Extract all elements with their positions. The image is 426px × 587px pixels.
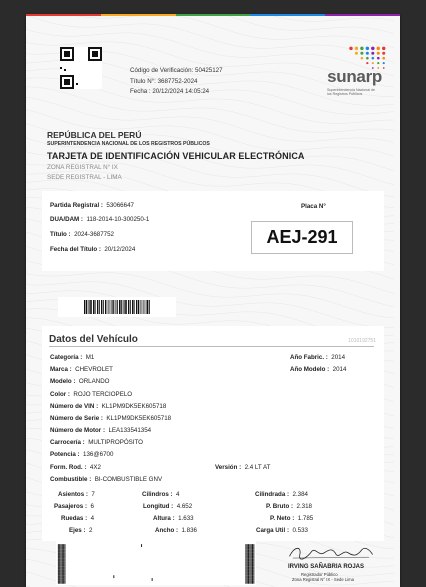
longitud-value: 4.652	[176, 503, 193, 510]
titulo-value: 2024-3687752	[74, 231, 114, 238]
top-bar-segment	[101, 14, 176, 16]
titulo-row	[50, 231, 114, 238]
ancho-value: 1.836	[181, 527, 197, 534]
top-bar-segment	[250, 14, 325, 16]
cilindros-value: 4	[176, 491, 180, 498]
verification-code: Código de Verificación: 50425127	[130, 67, 223, 74]
vin-label: Número de VIN :	[50, 403, 99, 410]
verification-fecha: Fecha : 20/12/2024 14:05:24	[130, 88, 210, 95]
top-bar-segment	[325, 14, 400, 16]
cilindrada-label: Cilindrada :	[255, 491, 290, 498]
anio-mod-value: 2014	[332, 366, 347, 373]
pneto-value: 1.785	[297, 515, 314, 522]
fecha-value: 20/12/2024	[104, 246, 136, 253]
motor-value: LEA133541354	[108, 427, 152, 434]
partida-value: 53066647	[106, 202, 134, 209]
longitud-label: Longitud :	[143, 503, 174, 510]
pneto-label: P. Neto :	[270, 515, 295, 522]
ruedas-label: Ruedas :	[61, 515, 88, 522]
categoria-value: M1	[85, 354, 95, 361]
ejes-label: Ejes :	[69, 527, 86, 534]
anio-mod-label: Año Modelo :	[290, 366, 330, 373]
color-top-bar	[26, 14, 400, 16]
fecha-row	[50, 246, 135, 253]
categoria-label: Categoría :	[50, 354, 83, 361]
section-divider	[49, 346, 374, 347]
modelo-label: Modelo :	[50, 378, 76, 385]
version-value: 2.4 LT AT	[244, 464, 271, 471]
serie-label: Número de Serie :	[50, 415, 103, 422]
form-label: Form. Rod. :	[50, 464, 87, 471]
form-row	[50, 464, 101, 471]
categoria-row	[50, 354, 94, 361]
titulo-label: Título :	[50, 231, 71, 238]
potencia-row	[50, 451, 113, 458]
cilindrada-value: 2.384	[292, 491, 308, 498]
asientos-row	[58, 491, 95, 498]
agency-title: SUPERINTENDENCIA NACIONAL DE LOS REGISTROS PÚBLICOS	[47, 141, 210, 147]
carga-value: 0.533	[292, 527, 308, 534]
verification-titulo: Título N°: 3687752-2024	[130, 77, 198, 85]
carga-label: Carga Util :	[256, 527, 290, 534]
dua-value: 118-2014-10-300250-1	[86, 216, 150, 223]
form-value: 4X2	[89, 464, 101, 471]
version-label: Versión :	[215, 464, 242, 471]
altura-value: 1.633	[178, 515, 194, 522]
partida-row	[50, 202, 134, 209]
brand-subtitle: Superintendencia Nacional de los Registros Públicos	[327, 88, 375, 97]
top-bar-segment	[176, 14, 251, 16]
fecha-label: Fecha del Título :	[50, 246, 101, 253]
combustible-row	[50, 476, 162, 483]
brand-name: sunarp	[327, 67, 382, 86]
signer-name: IRVING SAÑABRIA ROJAS	[288, 564, 365, 570]
altura-label: Altura :	[153, 515, 175, 522]
anio-fab-label: Año Fabric. :	[290, 354, 328, 361]
motor-label: Número de Motor :	[50, 427, 105, 434]
dua-row	[50, 216, 149, 223]
pasajeros-value: 6	[90, 503, 94, 510]
color-row	[50, 391, 132, 398]
pdf417-barcode[interactable]	[56, 541, 256, 585]
potencia-label: Potencia :	[50, 451, 80, 458]
barcode-small	[58, 297, 176, 317]
carga-row	[256, 527, 308, 534]
vehicle-section-code: 1010192751	[348, 338, 376, 344]
dua-label: DUA/DAM :	[50, 216, 83, 223]
version-row	[215, 464, 270, 471]
ancho-label: Ancho :	[155, 527, 179, 534]
signer-office: Zona Registral N° IX - Sede Lima	[292, 577, 354, 582]
ejes-value: 2	[88, 527, 93, 534]
placa-label: Placa N°	[301, 203, 326, 210]
combustible-value: BI-COMBUSTIBLE GNV	[94, 476, 163, 483]
partida-label: Partida Registral :	[50, 202, 103, 209]
verification-info	[130, 66, 223, 98]
altura-row	[153, 515, 194, 522]
marca-label: Marca :	[50, 366, 72, 373]
signer-role: Registrador Público	[301, 572, 338, 577]
cilindros-label: Cilindros :	[142, 491, 173, 498]
pbruto-label: P. Bruto :	[266, 503, 294, 510]
color-value: ROJO TERCIOPELO	[73, 391, 133, 398]
serie-row	[50, 415, 171, 422]
vin-value: KL1PM9DK5EK605718	[101, 403, 167, 410]
ancho-row	[155, 527, 197, 534]
modelo-row	[50, 378, 110, 385]
serie-value: KL1PM9DK5EK605718	[106, 415, 172, 422]
marca-row	[50, 366, 113, 373]
carroceria-label: Carrocería :	[50, 439, 85, 446]
pasajeros-row	[54, 503, 94, 510]
longitud-row	[143, 503, 192, 510]
country-title: REPÚBLICA DEL PERÚ	[47, 130, 142, 140]
motor-row	[50, 427, 151, 434]
pbruto-row	[266, 503, 312, 510]
qr-code[interactable]	[60, 47, 102, 89]
vin-row	[50, 403, 166, 410]
ruedas-row	[61, 515, 94, 522]
pbruto-value: 2.318	[296, 503, 312, 510]
carroceria-row	[50, 439, 143, 446]
cilindrada-row	[255, 491, 308, 498]
combustible-label: Combustible :	[50, 476, 92, 483]
carroceria-value: MULTIPROPÓSITO	[88, 439, 143, 446]
vehicle-section-title: Datos del Vehículo	[49, 334, 138, 345]
anio-fab-row	[290, 354, 345, 361]
sede-registral: SEDE REGISTRAL - LIMA	[47, 174, 122, 181]
top-bar-segment	[26, 14, 101, 16]
anio-fab-value: 2014	[331, 354, 346, 361]
signature-image	[286, 541, 376, 563]
asientos-label: Asientos :	[58, 491, 88, 498]
modelo-value: ORLANDO	[78, 378, 110, 385]
document-title: TARJETA DE IDENTIFICACIÓN VEHICULAR ELECTRÓNICA	[47, 151, 305, 161]
ejes-row	[69, 527, 92, 534]
anio-mod-row	[290, 366, 346, 373]
marca-value: CHEVROLET	[75, 366, 113, 373]
pneto-row	[270, 515, 313, 522]
color-label: Color :	[50, 391, 70, 398]
cilindros-row	[142, 491, 180, 498]
asientos-value: 7	[91, 491, 95, 498]
potencia-value: 136@6700	[83, 451, 114, 458]
pasajeros-label: Pasajeros :	[54, 503, 88, 510]
ruedas-value: 4	[90, 515, 95, 522]
placa-value: AEJ-291	[251, 221, 353, 254]
zona-registral: ZONA REGISTRAL N° IX	[47, 164, 118, 171]
